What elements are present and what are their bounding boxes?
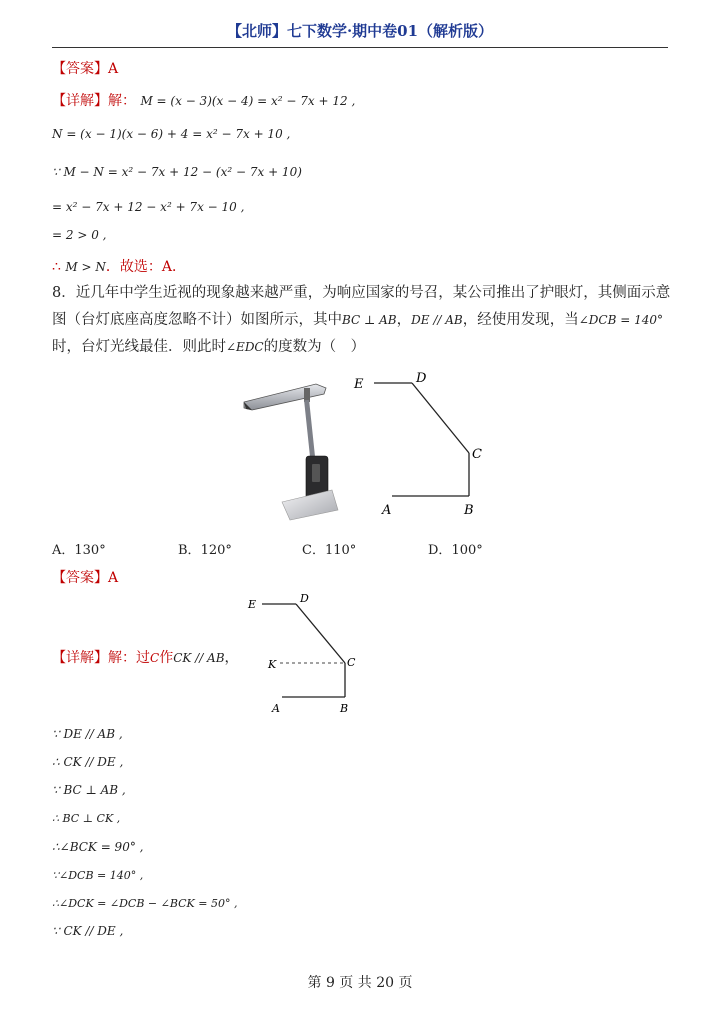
solution-answer-line bbox=[52, 567, 118, 587]
label-d: D bbox=[416, 371, 427, 386]
solution-detail-verb: 作 bbox=[159, 650, 174, 666]
prev-conclusion bbox=[52, 256, 186, 276]
question-number: 8． bbox=[52, 285, 76, 301]
desk-lamp-illustration bbox=[238, 378, 348, 524]
option-d-letter: D． bbox=[428, 543, 452, 558]
answer-value: A bbox=[108, 61, 119, 77]
solution-answer-tag: 【答案】 bbox=[52, 570, 108, 586]
option-b-letter: B． bbox=[178, 543, 201, 558]
solution-step-5: ∴∠BCK = 90° , bbox=[52, 840, 144, 854]
header-divider bbox=[52, 47, 668, 48]
option-c-letter: C． bbox=[302, 543, 325, 558]
solution-detail-suffix: ， bbox=[224, 650, 239, 666]
prev-step-3: ∵ M − N = x² − 7x + 12 − (x² − 7x + 10) bbox=[52, 165, 302, 179]
question-text-3: 时，台灯光线最佳．则此时 bbox=[52, 339, 226, 355]
sol-segment-dc bbox=[296, 604, 345, 663]
detail-prefix: 解： bbox=[108, 93, 136, 109]
question-8-text bbox=[52, 280, 672, 361]
solution-step-6: ∵∠DCB = 140° , bbox=[52, 869, 144, 882]
detail-tag: 【详解】 bbox=[52, 93, 108, 109]
label-e: E bbox=[354, 377, 364, 392]
question-text-1: 近几年中学生近视的现象越来越严重，为响应国家的号召，某公司推出了护眼灯，其侧面示意图（台灯底座高度忽略不计）如图所示，其中 bbox=[52, 285, 671, 328]
cond-de-parallel-ab: DE // AB bbox=[411, 313, 463, 327]
sol-label-c: C bbox=[347, 656, 356, 669]
option-c[interactable] bbox=[302, 539, 356, 558]
label-a: A bbox=[382, 503, 392, 518]
solution-detail-prefix: 解：过 bbox=[108, 650, 150, 666]
option-d[interactable] bbox=[428, 539, 483, 558]
solution-step-1: ∵ DE // AB , bbox=[52, 727, 123, 741]
solution-step-8: ∵ CK // DE , bbox=[52, 924, 124, 938]
label-c: C bbox=[472, 447, 482, 462]
answer-tag: 【答案】 bbox=[52, 61, 108, 77]
sol-label-b: B bbox=[340, 702, 349, 715]
conclusion-symbol: ∴ bbox=[52, 259, 61, 275]
prev-step-2: N = (x − 1)(x − 6) + 4 = x² − 7x + 10 , bbox=[52, 127, 291, 141]
page-header-title: 【北师】七下数学·期中卷01（解析版） bbox=[226, 22, 494, 40]
solution-step-2: ∴ CK // DE , bbox=[52, 755, 124, 769]
solution-step-7: ∴∠DCK = ∠DCB − ∠BCK = 50° , bbox=[52, 897, 238, 910]
solution-detail-point: C bbox=[150, 651, 160, 665]
conclusion-math: M > N bbox=[65, 260, 106, 274]
prev-step-5: = 2 > 0 , bbox=[52, 228, 107, 242]
cond-angle-dcb: ∠DCB = 140° bbox=[578, 313, 663, 327]
prev-answer-line bbox=[52, 58, 118, 78]
option-d-value: 100° bbox=[451, 543, 483, 558]
option-b[interactable] bbox=[178, 539, 232, 558]
sol-label-d: D bbox=[300, 592, 309, 605]
question-text-4: 的度数为（ ） bbox=[263, 339, 366, 355]
solution-figure bbox=[240, 590, 370, 718]
solution-step-4: ∴ BC ⊥ CK , bbox=[52, 812, 121, 825]
solution-step-3: ∵ BC ⊥ AB , bbox=[52, 783, 126, 797]
sol-label-k: K bbox=[268, 658, 277, 671]
question-sep: ， bbox=[396, 312, 412, 328]
solution-answer-value: A bbox=[108, 570, 119, 586]
page-footer: 第 9 页 共 20 页 bbox=[307, 975, 413, 991]
segment-dc bbox=[412, 383, 469, 453]
question-figure bbox=[350, 368, 500, 520]
prev-detail-line bbox=[52, 90, 355, 110]
sol-label-a: A bbox=[272, 702, 280, 715]
option-a[interactable] bbox=[52, 539, 106, 558]
solution-detail-tag: 【详解】 bbox=[52, 650, 108, 666]
option-a-value: 130° bbox=[74, 543, 106, 558]
option-a-letter: A． bbox=[52, 543, 75, 558]
label-b: B bbox=[464, 503, 474, 518]
option-c-value: 110° bbox=[324, 543, 357, 558]
conclusion-text: ．故选：A． bbox=[105, 259, 186, 275]
sol-label-e: E bbox=[248, 598, 257, 611]
cond-angle-edc: ∠EDC bbox=[226, 340, 264, 354]
question-text-2: ，经使用发现，当 bbox=[462, 312, 579, 328]
option-b-value: 120° bbox=[200, 543, 232, 558]
solution-detail-math: CK // AB bbox=[173, 651, 225, 665]
cond-bc-perp-ab: BC ⊥ AB bbox=[342, 313, 397, 327]
prev-step-1: M = (x − 3)(x − 4) = x² − 7x + 12 , bbox=[140, 94, 356, 108]
prev-step-4: = x² − 7x + 12 − x² + 7x − 10 , bbox=[52, 200, 245, 214]
solution-detail-line bbox=[52, 647, 239, 667]
